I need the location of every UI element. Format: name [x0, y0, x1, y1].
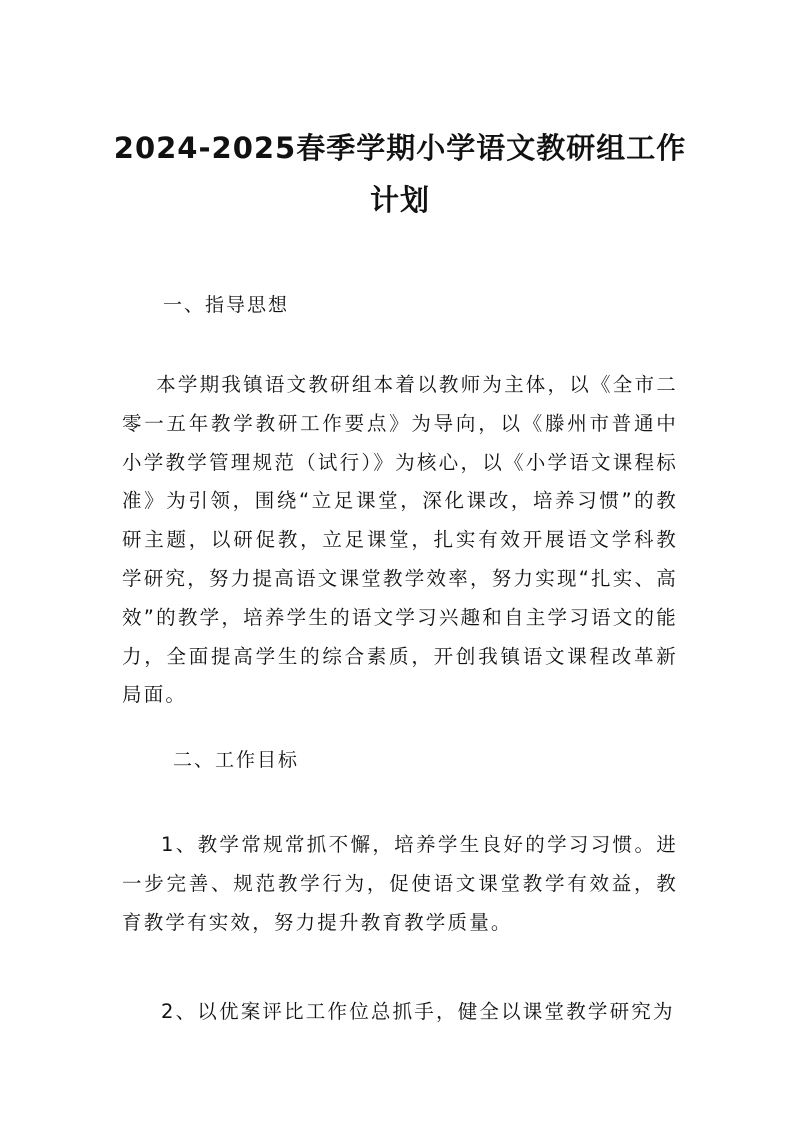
section-heading-guiding-thought: 一、指导思想	[163, 294, 290, 316]
paragraph-guiding-thought: 本学期我镇语文教研组本着以教师为主体，以《全市二零一五年教学教研工作要点》为导向，以《滕州市普通中小学教学管理规范（试行）》为核心，以《小学语文课程标准》为引领，围绕“立足课堂，深化课改，培养习惯”的教研主题，以研促教，立足课堂，扎实有效开展语文学科教学研究，努力提高语文课堂教学效率，努力实现“扎实、高效”的教学，培养学生的语文学习兴趣和自主学习语文的能力，全面提高学生的综合素质，开创我镇语文课程改革新局面。	[122, 373, 678, 707]
paragraph-goal-2: 2、以优案评比工作位总抓手，健全以课堂教学研究为	[161, 1000, 675, 1023]
section-heading-work-goals: 二、工作目标	[173, 749, 300, 771]
document-title: 2024-2025春季学期小学语文教研组工作计划	[113, 131, 687, 217]
paragraph-goal-1: 1、教学常规常抓不懈，培养学生良好的学习习惯。进一步完善、规范教学行为，促使语文课堂教学有效益，教育教学有实效，努力提升教育教学质量。	[122, 833, 678, 934]
